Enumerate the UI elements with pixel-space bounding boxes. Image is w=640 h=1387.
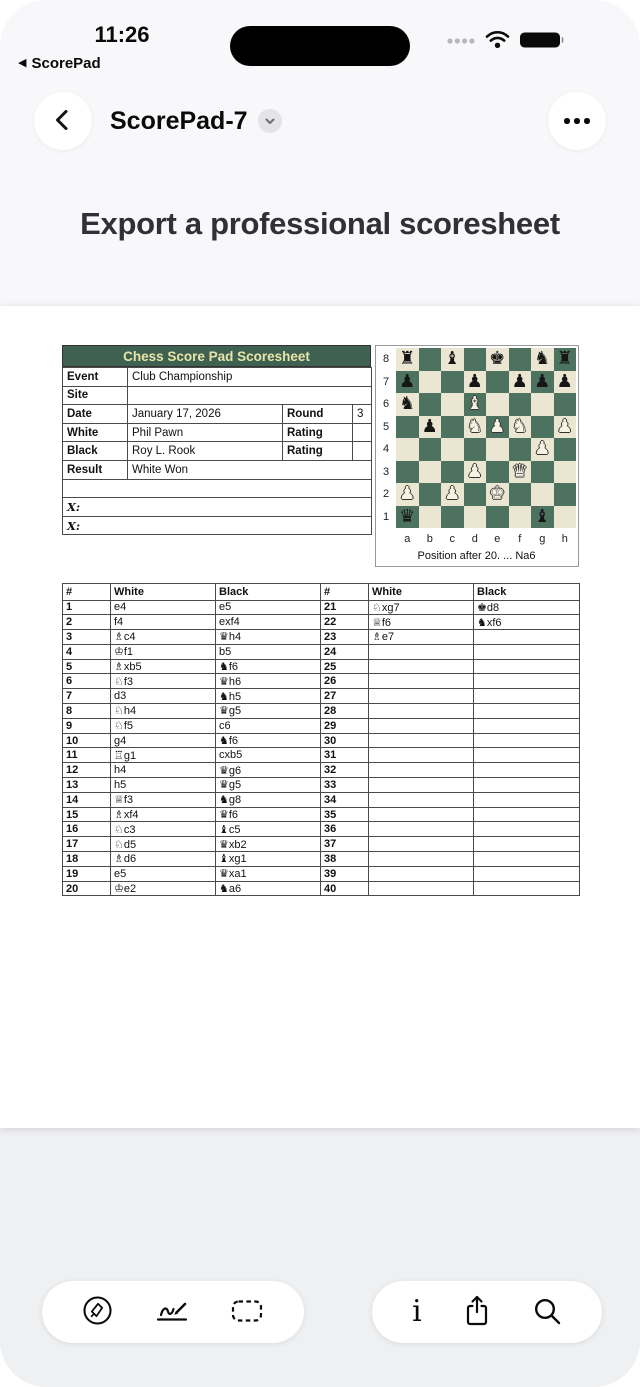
moves-row: 5 ♗xb5 ♞f6 25 [63, 659, 580, 674]
document-title-menu[interactable] [110, 92, 282, 150]
chess-piece: ♟ [466, 460, 483, 482]
chevron-down-icon[interactable] [258, 109, 282, 133]
file-label: a [404, 533, 411, 546]
dynamic-island [230, 26, 410, 66]
moves-row: 15 ♗xf4 ♛f6 35 [63, 807, 580, 822]
rank-label: 6 [382, 398, 390, 411]
textbox-icon [230, 1297, 264, 1328]
board-square [464, 393, 487, 416]
file-label: f [518, 533, 522, 546]
board-square [441, 371, 464, 394]
moves-row: 18 ♗d6 ♝xg1 38 [63, 852, 580, 867]
textbox-button[interactable] [230, 1297, 264, 1328]
cellular-signal-icon [446, 33, 476, 51]
board-square [486, 416, 509, 439]
chess-piece: ♛ [511, 460, 528, 482]
file-label: g [539, 533, 546, 546]
signature-icon [154, 1296, 190, 1329]
board-square [464, 461, 487, 484]
file-label: h [561, 533, 568, 546]
board-square [419, 438, 442, 461]
chess-piece: ♟ [534, 438, 551, 460]
rank-label: 5 [382, 420, 390, 433]
board-square [419, 371, 442, 394]
board-square [441, 506, 464, 529]
chess-piece: ♜ [399, 348, 416, 370]
info-table [62, 367, 372, 535]
info-row: Black Roy L. Rook Rating [63, 442, 372, 461]
board-square [396, 416, 419, 439]
board-square [531, 438, 554, 461]
board-square [531, 393, 554, 416]
markup-icon [82, 1295, 113, 1329]
back-triangle-icon: ◀ [18, 57, 27, 69]
moves-row: 13 h5 ♛g5 33 [63, 778, 580, 793]
back-button[interactable] [34, 92, 92, 150]
info-row [63, 479, 372, 498]
board-square [441, 438, 464, 461]
board-square [531, 461, 554, 484]
board-square [554, 371, 577, 394]
info-row: Result White Won [63, 460, 372, 479]
ellipsis-icon [564, 118, 570, 124]
board-square [554, 461, 577, 484]
board-diagram [375, 345, 579, 567]
search-button[interactable] [532, 1296, 562, 1329]
search-icon [532, 1296, 562, 1329]
chess-piece: ♟ [556, 370, 573, 392]
chess-piece: ♟ [444, 483, 461, 505]
chess-piece: ♟ [534, 370, 551, 392]
status-icons [446, 30, 565, 54]
moves-row: 6 ♘f3 ♛h6 26 [63, 674, 580, 689]
markup-toolbar [42, 1281, 304, 1343]
moves-row: 1 e4 e5 21 ♘xg7 ♚d8 [63, 600, 580, 615]
signature-button[interactable] [154, 1296, 190, 1329]
moves-col-header: White [111, 584, 216, 601]
board-square [464, 438, 487, 461]
board-square [509, 461, 532, 484]
moves-row: 10 g4 ♞f6 30 [63, 733, 580, 748]
board-square [554, 416, 577, 439]
board-square [464, 348, 487, 371]
chess-piece: ♜ [556, 348, 573, 370]
chess-piece: ♞ [466, 415, 483, 437]
chess-piece: ♟ [511, 370, 528, 392]
moves-row: 9 ♘f5 c6 29 [63, 718, 580, 733]
share-button[interactable] [462, 1294, 492, 1331]
chess-piece: ♟ [466, 370, 483, 392]
moves-row: 11 ♖g1 cxb5 31 [63, 748, 580, 763]
board-square [396, 438, 419, 461]
board-square [441, 461, 464, 484]
board-square [486, 348, 509, 371]
moves-row: 4 ♔f1 b5 24 [63, 644, 580, 659]
info-row: X: [63, 498, 372, 517]
document-title: ScorePad-7 [110, 106, 248, 135]
info-row: Site [63, 386, 372, 405]
moves-header-row [63, 584, 580, 601]
chess-piece: ♝ [466, 393, 483, 415]
board-square [486, 438, 509, 461]
board-square [531, 371, 554, 394]
chess-piece: ♟ [556, 415, 573, 437]
file-label: e [494, 533, 501, 546]
moves-row: 12 h4 ♛g6 32 [63, 763, 580, 778]
board-square [464, 371, 487, 394]
document-page[interactable] [0, 306, 640, 1128]
moves-row: 16 ♘c3 ♝c5 36 [63, 822, 580, 837]
wifi-icon [485, 30, 510, 54]
board-square [486, 461, 509, 484]
chess-board [376, 348, 577, 528]
file-label: c [449, 533, 455, 546]
moves-col-header: # [63, 584, 111, 601]
file-label: d [471, 533, 478, 546]
rank-label: 3 [382, 465, 390, 478]
board-square [441, 483, 464, 506]
chess-piece: ♚ [489, 483, 506, 505]
board-square [396, 461, 419, 484]
rank-label: 1 [382, 510, 390, 523]
back-to-app-link[interactable] [18, 55, 101, 72]
moves-row: 2 f4 exf4 22 ♕f6 ♞xf6 [63, 615, 580, 630]
board-square [486, 393, 509, 416]
chess-piece: ♟ [489, 415, 506, 437]
board-square [531, 483, 554, 506]
board-square [509, 483, 532, 506]
board-square [441, 393, 464, 416]
chess-piece: ♚ [489, 348, 506, 370]
chess-piece: ♝ [444, 348, 461, 370]
moves-row: 20 ♔e2 ♞a6 40 [63, 881, 580, 896]
more-options-button[interactable] [548, 92, 606, 150]
chess-piece: ♟ [421, 415, 438, 437]
action-toolbar [372, 1281, 602, 1343]
board-square [441, 416, 464, 439]
moves-row: 3 ♗c4 ♛h4 23 ♗e7 [63, 630, 580, 645]
board-square [509, 438, 532, 461]
file-labels [376, 528, 577, 547]
info-row: X: [63, 516, 372, 535]
moves-table [62, 583, 580, 896]
board-square [396, 371, 419, 394]
board-square [464, 483, 487, 506]
rank-label: 2 [382, 488, 390, 501]
info-row: White Phil Pawn Rating [63, 423, 372, 442]
rank-label: 8 [382, 353, 390, 366]
info-row: Event Club Championship [63, 368, 372, 387]
board-square [554, 483, 577, 506]
chess-piece: ♟ [399, 370, 416, 392]
chess-piece: ♞ [399, 393, 416, 415]
board-square [554, 506, 577, 529]
board-square [419, 416, 442, 439]
chess-piece: ♛ [399, 505, 416, 527]
board-square [486, 483, 509, 506]
chess-piece: ♟ [399, 483, 416, 505]
board-square [441, 348, 464, 371]
board-square [554, 393, 577, 416]
markup-button[interactable] [82, 1295, 113, 1329]
board-square [554, 438, 577, 461]
moves-col-header: Black [216, 584, 321, 601]
board-square [554, 348, 577, 371]
board-square [396, 483, 419, 506]
chevron-left-icon [50, 107, 76, 136]
rank-label: 7 [382, 375, 390, 388]
board-square [419, 506, 442, 529]
moves-row: 14 ♕f3 ♞g8 34 [63, 792, 580, 807]
battery-icon [519, 29, 565, 56]
info-table-body [63, 368, 372, 535]
page-title: Export a professional scoresheet [80, 206, 560, 241]
board-square [531, 506, 554, 529]
moves-row: 7 d3 ♞h5 27 [63, 689, 580, 704]
board-square [531, 416, 554, 439]
chess-piece: ♞ [511, 415, 528, 437]
board-square [509, 416, 532, 439]
chess-piece: ♞ [534, 348, 551, 370]
board-caption: Position after 20. ... Na6 [417, 550, 536, 562]
board-square [509, 393, 532, 416]
info-button[interactable] [412, 1294, 422, 1329]
board-square [509, 348, 532, 371]
board-square [396, 348, 419, 371]
board-square [419, 483, 442, 506]
board-square [486, 506, 509, 529]
board-square [396, 393, 419, 416]
moves-row: 19 e5 ♛xa1 39 [63, 866, 580, 881]
moves-col-header: # [321, 584, 369, 601]
board-square [419, 393, 442, 416]
rank-label: 4 [382, 443, 390, 456]
board-square [486, 371, 509, 394]
moves-col-header: Black [474, 584, 580, 601]
board-square [419, 461, 442, 484]
file-label: b [426, 533, 433, 546]
board-square [396, 506, 419, 529]
back-app-label: ScorePad [31, 55, 101, 72]
info-row: Date January 17, 2026 Round 3 [63, 405, 372, 424]
board-square [419, 348, 442, 371]
share-icon [462, 1294, 492, 1331]
info-icon: i [412, 1294, 422, 1329]
chess-piece: ♝ [534, 505, 551, 527]
board-square [509, 506, 532, 529]
status-time: 11:26 [94, 22, 150, 47]
board-square [464, 506, 487, 529]
moves-row: 17 ♘d5 ♛xb2 37 [63, 837, 580, 852]
board-square [531, 348, 554, 371]
board-square [509, 371, 532, 394]
moves-row: 8 ♘h4 ♛g5 28 [63, 704, 580, 719]
moves-col-header: White [369, 584, 474, 601]
scoresheet-header: Chess Score Pad Scoresheet [62, 345, 371, 367]
moves-table-body [63, 600, 580, 896]
board-square [464, 416, 487, 439]
